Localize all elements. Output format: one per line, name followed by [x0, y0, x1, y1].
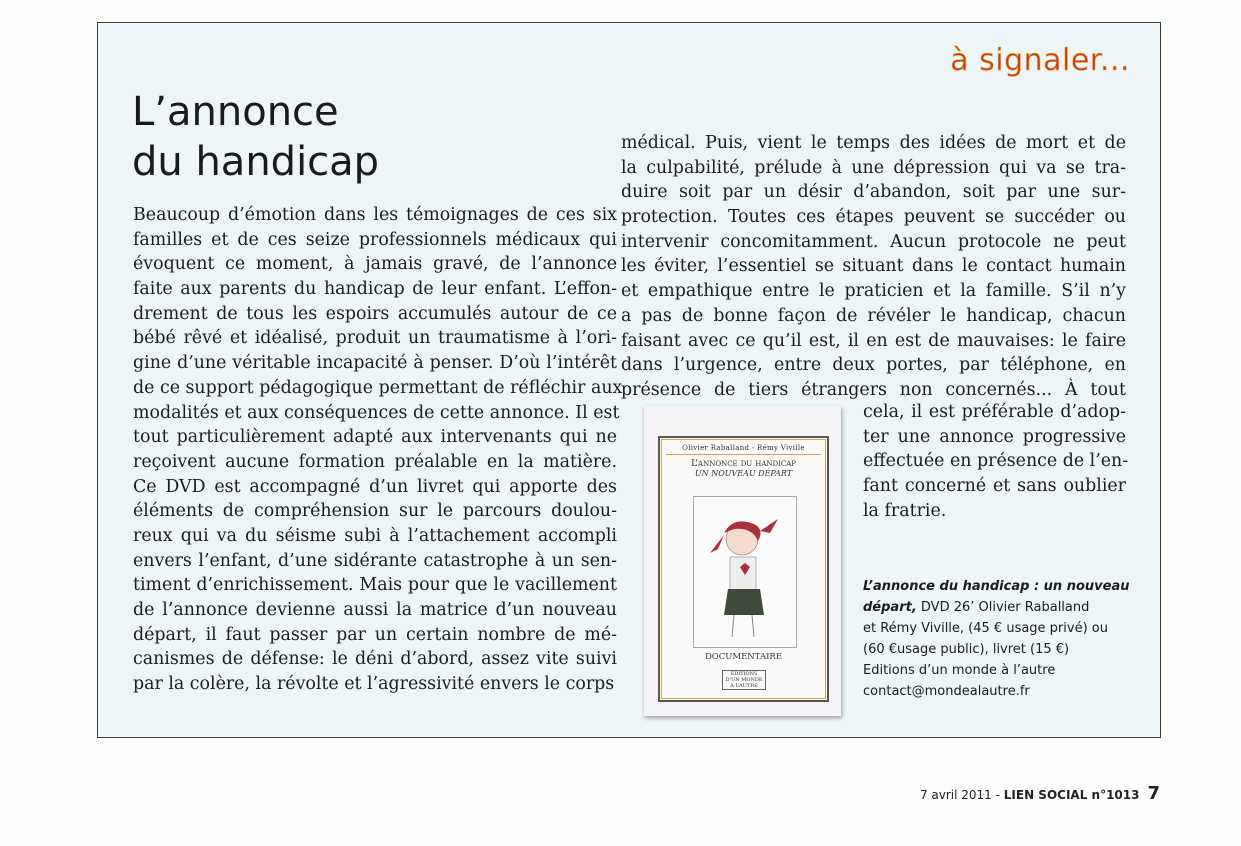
text-line: cela, il est préférable d’adop-: [863, 402, 1126, 422]
dvd-caption: [863, 576, 1133, 702]
title-line: L’annonce: [132, 89, 339, 135]
issue-date: 7 avril 2011 -: [919, 788, 1004, 802]
text-line: reux qui va du séisme subi à l’attachement accompli: [133, 525, 617, 546]
text-line: de l’annonce devienne aussi la matrice d’un nouveau: [133, 600, 617, 620]
cover-genre: DOCUMENTAIRE: [704, 652, 783, 662]
cover-title: L’annonce du handicap: [690, 458, 797, 469]
caption-text: et Rémy Viville, (45 € usage privé) ou: [863, 621, 1108, 636]
publisher-logo: EDITIONS D’UN MONDE À L’AUTRE: [722, 670, 766, 690]
text-line: ter une annonce progressive: [863, 426, 1126, 447]
article-title: [132, 87, 379, 187]
text-line: canismes de défense: le déni d’abord, assez vite suivi: [133, 649, 617, 670]
caption-title: L’annonce du handicap : un nouveau: [863, 579, 1130, 594]
caption-title: départ,: [863, 600, 917, 615]
text-line: drement de tous les espoirs accumulés autour de ce: [133, 303, 617, 324]
text-line: Ce DVD est accompagné d’un livret qui apporte des: [133, 476, 617, 497]
caption-text: (60 €usage public), livret (15 €): [863, 642, 1070, 657]
left-column: [133, 203, 623, 697]
text-line: familles et de ces seize professionnels médicaux qui: [133, 229, 617, 250]
text-line: les éviter, l’essentiel se situant dans le contact humain: [621, 256, 1126, 277]
page-number: 7: [1147, 783, 1160, 804]
text-line: gine d’une véritable incapacité à penser. D’où l’intérêt: [133, 353, 617, 374]
text-line: bébé rêvé et idéalisé, produit un traumatisme à l’ori-: [133, 328, 617, 349]
caption-text: DVD 26’ Olivier Raballand: [916, 600, 1090, 615]
right-column-narrow: [863, 400, 1129, 523]
text-line: Beaucoup d’émotion dans les témoignages de ces six: [133, 205, 617, 225]
cover-illustration: [693, 496, 797, 648]
title-line: du handicap: [132, 139, 380, 185]
text-line: et empathique entre le praticien et la famille. S’il n’y: [621, 281, 1126, 302]
text-line: modalités et aux conséquences de cette annonce. Il est: [133, 402, 620, 423]
cover-authors: Olivier Raballand - Rémy Viville: [666, 444, 821, 455]
text-line: la culpabilité, prélude à une dépression qui va se tra-: [621, 157, 1126, 178]
text-line: timent d’enrichissement. Mais pour que le vacillement: [133, 575, 617, 596]
caption-publisher: Editions d’un monde à l’autre: [863, 663, 1056, 678]
publication-name: LIEN SOCIAL n°1013: [1003, 788, 1140, 802]
text-line: départ, il faut passer par un certain nombre de mé-: [133, 624, 617, 645]
text-line: envers l’enfant, d’une sidérante catastrophe à un sen-: [133, 550, 617, 571]
text-line: fant concerné et sans oublier: [863, 476, 1126, 497]
text-line: de ce support pédagogique permettant de réfléchir aux: [133, 377, 623, 398]
text-line: a pas de bonne façon de révéler le handicap, chacun: [621, 305, 1126, 326]
dvd-cover-image: [644, 406, 841, 716]
text-line: faisant avec ce qu’il est, il en est de mauvaises: le faire: [621, 330, 1126, 351]
right-column: [621, 131, 1126, 403]
section-kicker: à signaler...: [950, 43, 1130, 78]
text-line: éléments de compréhension sur le parcours doulou-: [133, 501, 617, 522]
text-line: par la colère, la révolte et l’agressivité envers le corps: [133, 674, 615, 695]
caption-email: contact@mondealautre.fr: [863, 684, 1030, 699]
text-line: évoquent ce moment, à jamais gravé, de l’annonce: [133, 254, 617, 275]
text-line: dans l’urgence, entre deux portes, par téléphone, en: [621, 355, 1126, 376]
article-box: [97, 22, 1161, 738]
text-line: effectuée en présence de l’en-: [863, 451, 1129, 472]
text-line: intervenir concomitamment. Aucun protocole ne peut: [621, 231, 1126, 252]
text-line: duire soit par un désir d’abandon, soit par une sur-: [621, 182, 1126, 203]
text-line: présence de tiers étrangers non concernés... À tout: [621, 379, 1126, 400]
page-footer: [920, 783, 1160, 804]
text-line: la fratrie.: [863, 500, 947, 521]
text-line: protection. Toutes ces étapes peuvent se succéder ou: [621, 207, 1126, 228]
cover-subtitle: UN NOUVEAU DÉPART: [694, 469, 793, 478]
text-line: reçoivent aucune formation préalable en la matière.: [133, 451, 617, 472]
text-line: médical. Puis, vient le temps des idées de mort et de: [621, 133, 1126, 153]
text-line: tout particulièrement adapté aux intervenants qui ne: [133, 427, 617, 448]
text-line: faite aux parents du handicap de leur enfant. L’effon-: [133, 279, 617, 300]
